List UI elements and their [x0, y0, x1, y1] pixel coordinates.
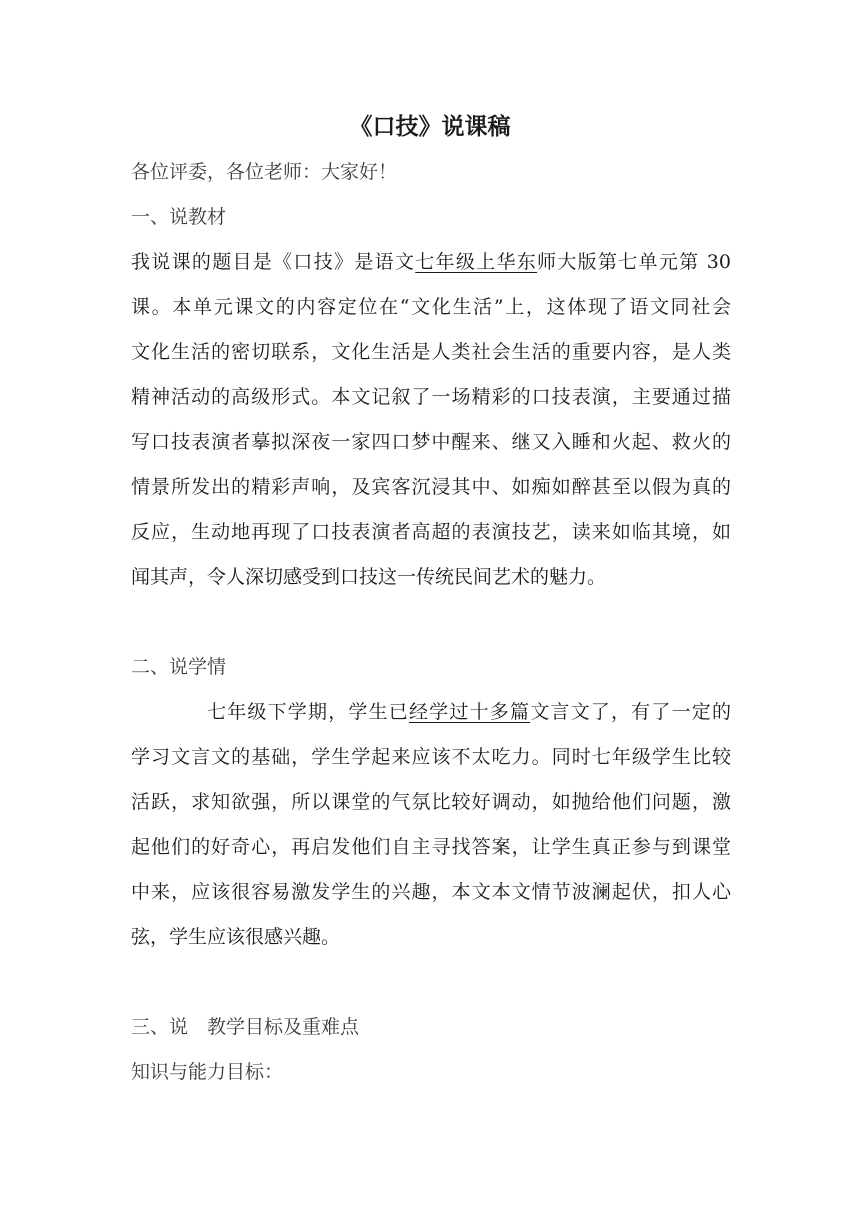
underlined-text: 七年级上华东	[415, 251, 538, 273]
paragraph-line: 起他们的好奇心，再启发他们自主寻找答案，让学生真正参与到课堂	[131, 836, 731, 858]
paragraph-line: 文化生活的密切联系，文化生活是人类社会生活的重要内容，是人类	[131, 341, 731, 363]
text-segment: 文言文了，有了一定的	[530, 701, 731, 723]
section-heading-objectives: 三、说 教学目标及重难点	[131, 1016, 360, 1038]
section-heading-students: 二、说学情	[131, 656, 227, 678]
subheading-knowledge-ability: 知识与能力目标：	[131, 1061, 284, 1083]
text-segment: 我说课的题目是《口技》是语文	[131, 251, 416, 273]
paragraph-line: 课。本单元课文的内容定位在“文化生活”上，这体现了语文同社会	[131, 296, 731, 318]
paragraph-line: 学习文言文的基础，学生学起来应该不太吃力。同时七年级学生比较	[131, 746, 731, 768]
greeting: 各位评委，各位老师：大家好！	[131, 161, 398, 183]
paragraph-line	[131, 247, 731, 277]
paragraph-line: 活跃，求知欲强，所以课堂的气氛比较好调动，如抛给他们问题，激	[131, 791, 731, 813]
section-heading-textbook: 一、说教材	[131, 206, 227, 228]
paragraph-line: 精神活动的高级形式。本文记叙了一场精彩的口技表演，主要通过描	[131, 386, 731, 408]
underlined-text: 经学过十多篇	[408, 701, 531, 723]
paragraph-line: 中来，应该很容易激发学生的兴趣，本文本文情节波澜起伏，扣人心	[131, 881, 731, 903]
paragraph-line: 反应，生动地再现了口技表演者高超的表演技艺，读来如临其境，如	[131, 521, 731, 543]
paragraph-line: 闻其声，令人深切感受到口技这一传统民间艺术的魅力。	[131, 566, 607, 588]
paragraph-line: 写口技表演者摹拟深夜一家四口梦中醒来、继又入睡和火起、救火的	[131, 431, 731, 453]
document-title: 《口技》说课稿	[349, 114, 511, 140]
text-segment: 师大版第七单元第 30	[537, 251, 731, 273]
paragraph-line: 情景所发出的精彩声响，及宾客沉浸其中、如痴如醉甚至以假为真的	[131, 476, 731, 498]
paragraph-line: 弦，学生应该很感兴趣。	[131, 926, 341, 948]
paragraph-line	[131, 697, 731, 727]
text-segment: 七年级下学期，学生已	[207, 701, 409, 723]
